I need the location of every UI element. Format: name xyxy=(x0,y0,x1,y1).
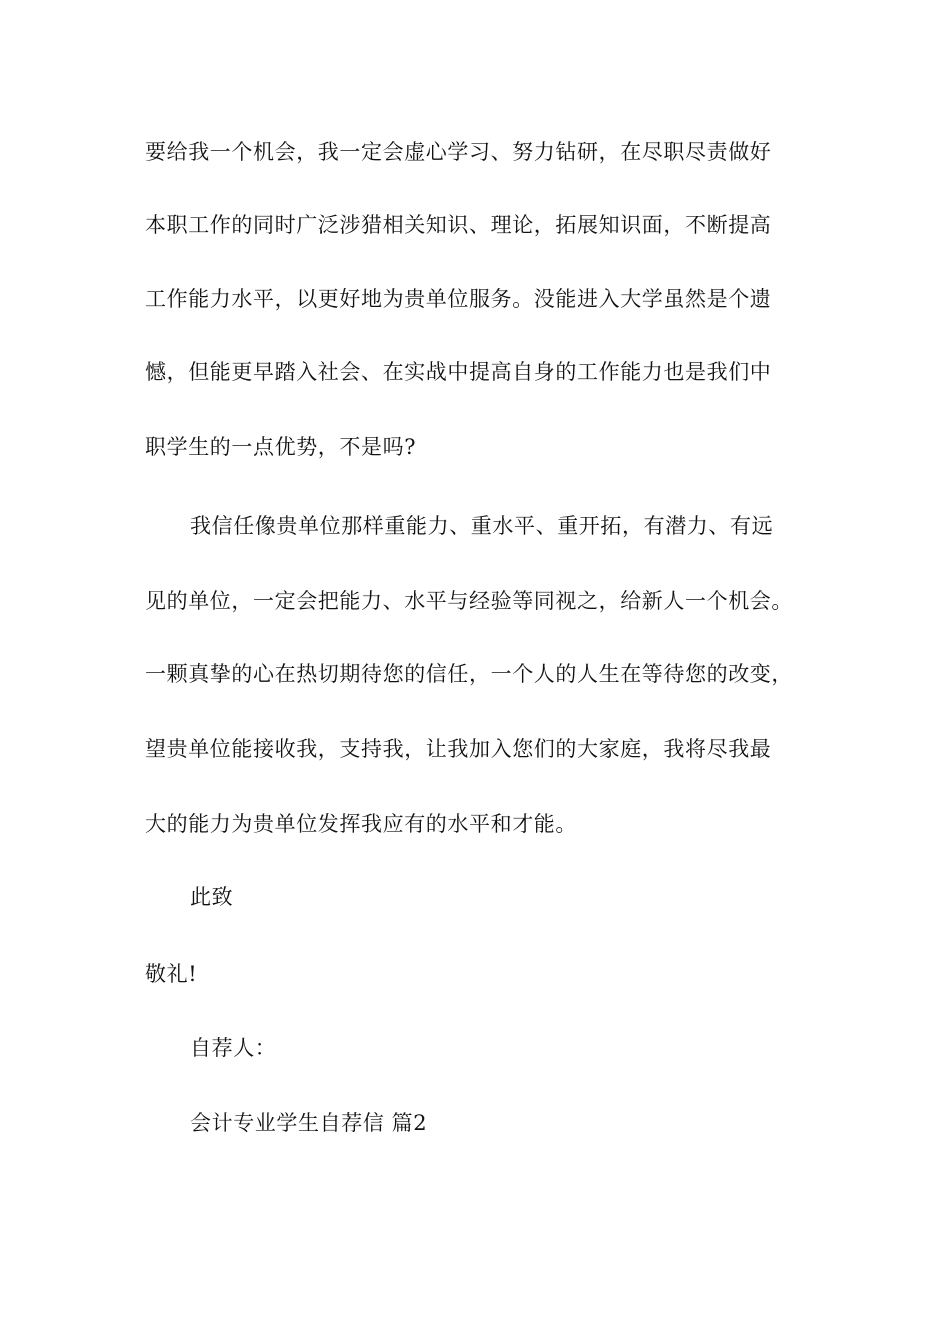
section-heading: 会计专业学生自荐信 篇2 xyxy=(190,1111,428,1135)
salutation: 敬礼! xyxy=(145,962,198,986)
signature-label: 自荐人： xyxy=(190,1036,277,1060)
paragraph-line: 大的能力为贵单位发挥我应有的水平和才能。 xyxy=(145,812,577,836)
paragraph-line: 工作能力水平，以更好地为贵单位服务。没能进入大学虽然是个遗 xyxy=(145,287,772,311)
paragraph-line: 本职工作的同时广泛涉猎相关知识、理论，拓展知识面，不断提高 xyxy=(145,213,772,237)
paragraph-line: 要给我一个机会，我一定会虚心学习、努力钻研，在尽职尽责做好 xyxy=(145,140,772,164)
paragraph-line: 我信任像贵单位那样重能力、重水平、重开拓，有潜力、有远 xyxy=(190,514,774,538)
paragraph-line: 憾，但能更早踏入社会、在实战中提高自身的工作能力也是我们中 xyxy=(145,360,772,384)
closing-phrase: 此致 xyxy=(190,885,234,909)
paragraph-line: 职学生的一点优势，不是吗? xyxy=(145,435,417,459)
paragraph-line: 望贵单位能接收我，支持我，让我加入您们的大家庭，我将尽我最 xyxy=(145,737,772,761)
paragraph-line: 一颗真挚的心在热切期待您的信任，一个人的人生在等待您的改变， xyxy=(145,662,793,686)
paragraph-line: 见的单位，一定会把能力、水平与经验等同视之，给新人一个机会。 xyxy=(145,589,793,613)
